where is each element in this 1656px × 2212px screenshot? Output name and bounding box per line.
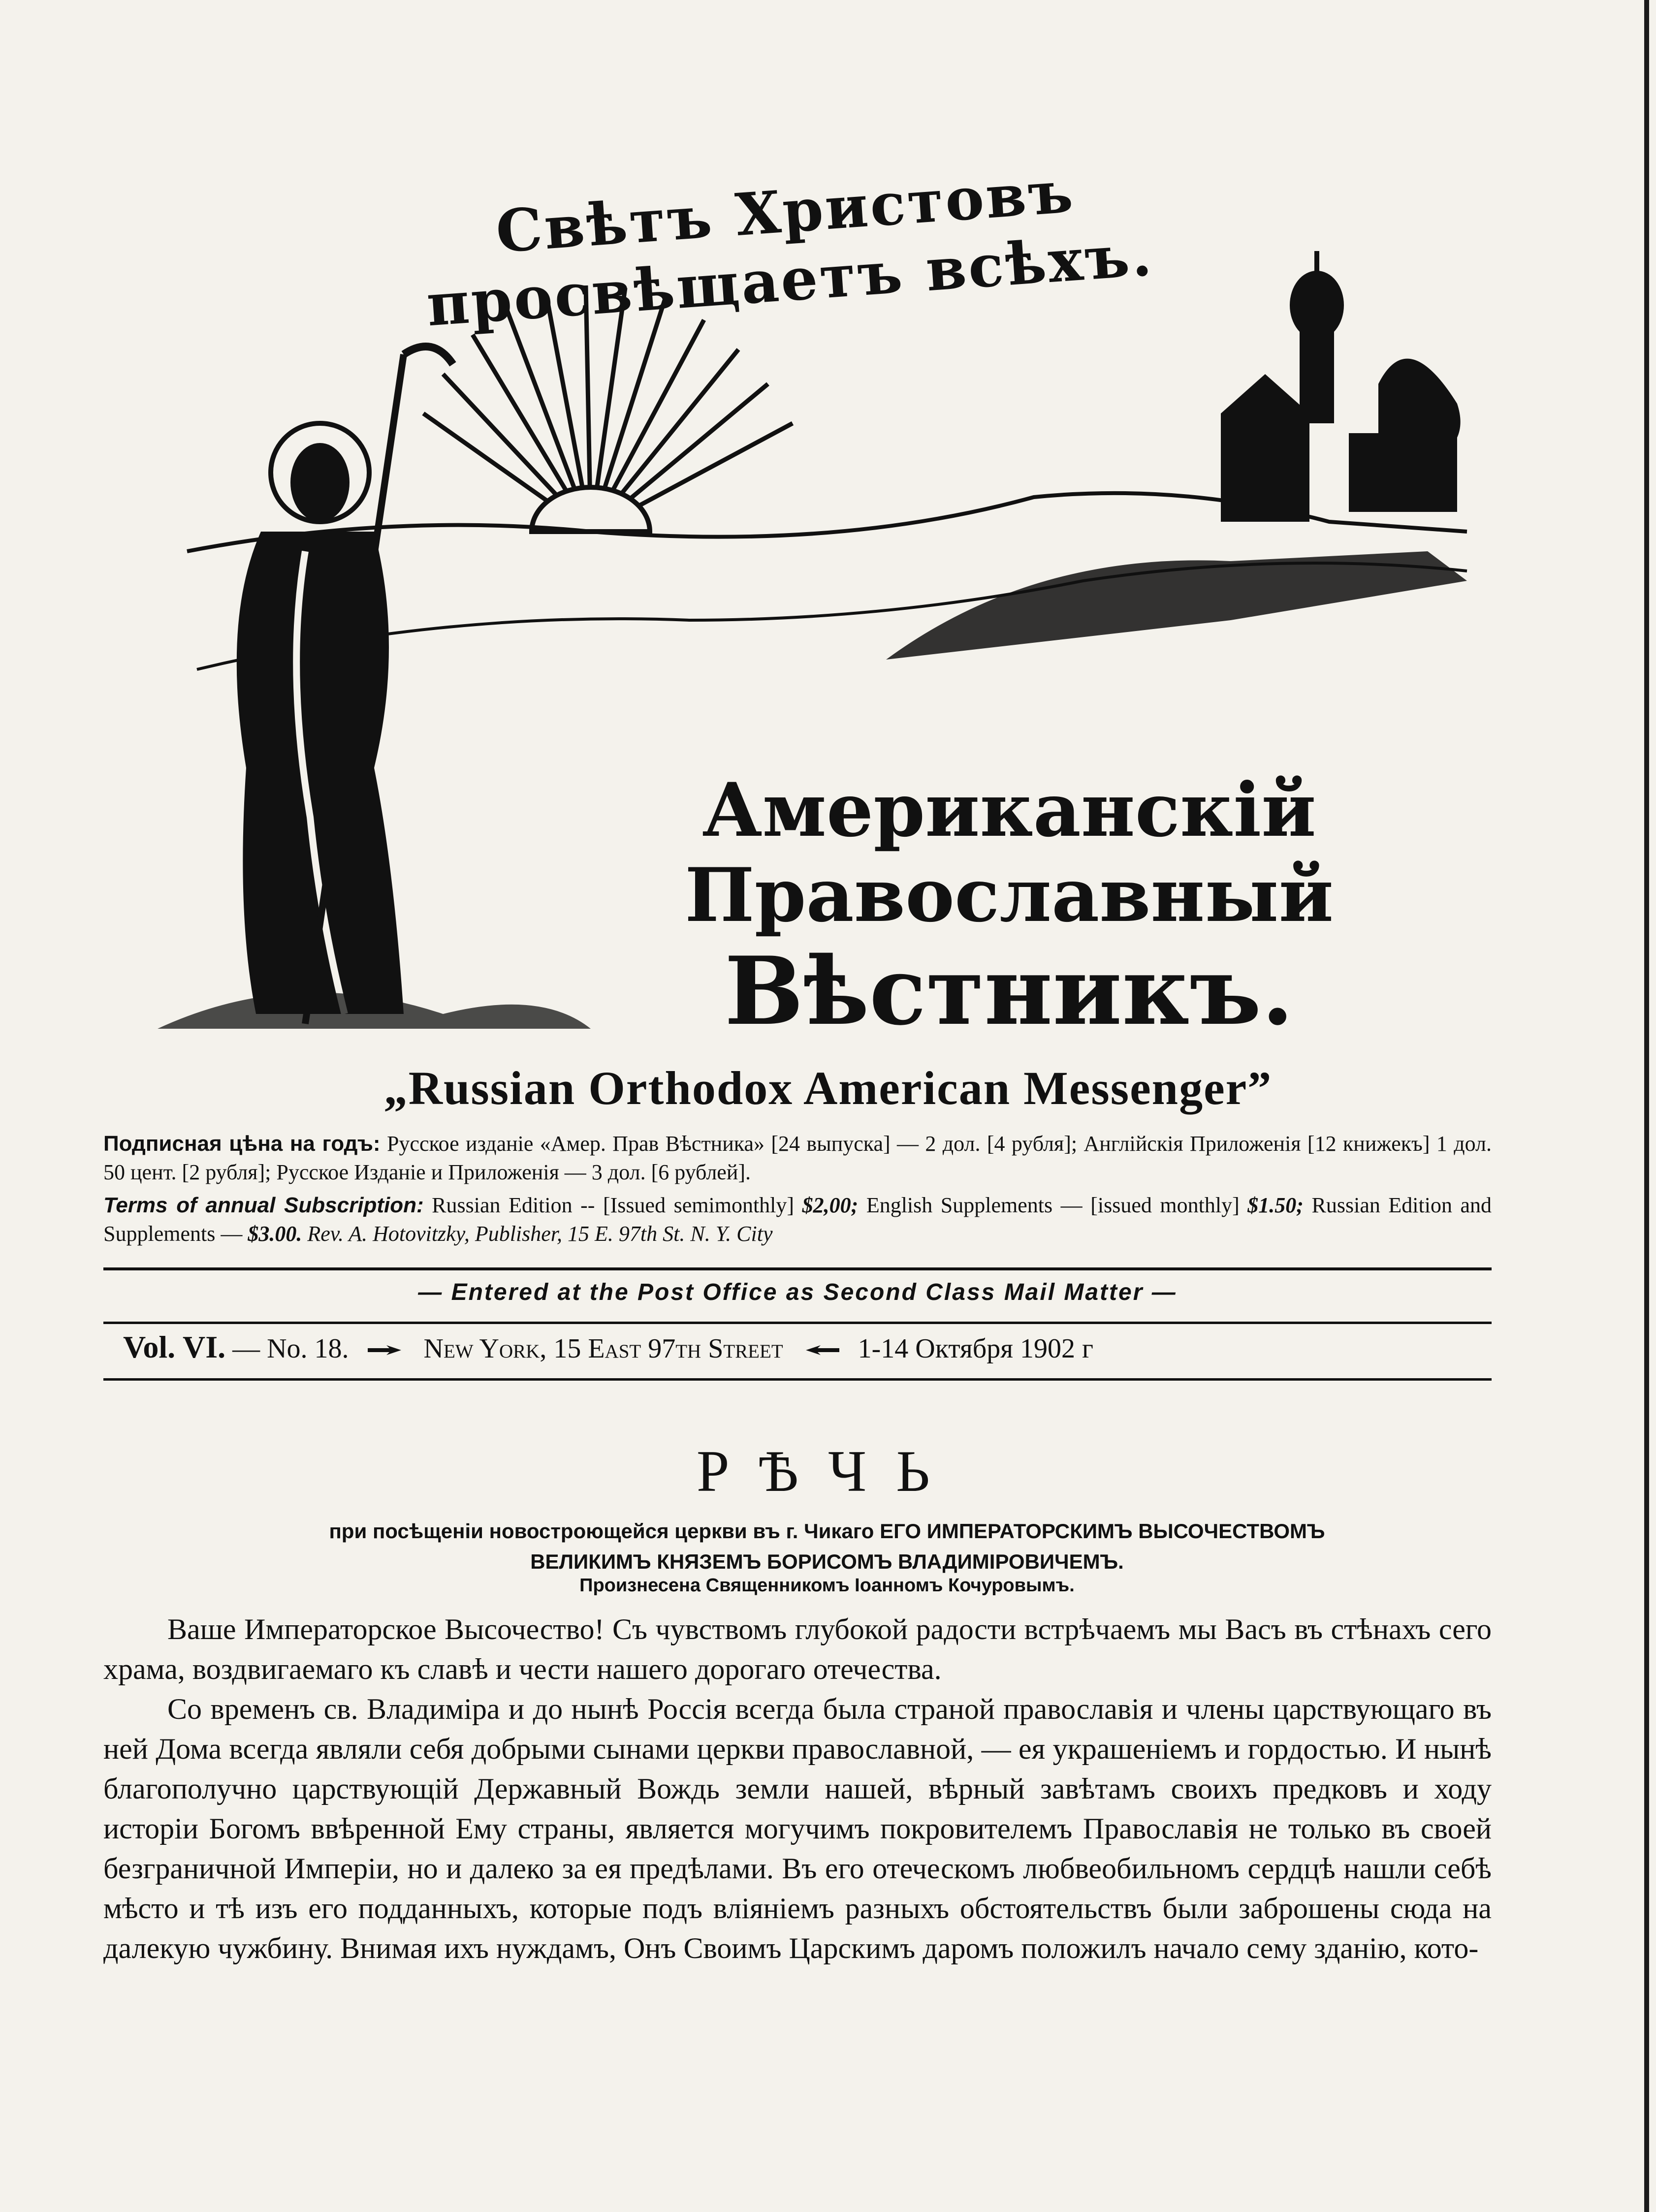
article-subtitle <box>138 1516 1516 1577</box>
subscription-ru <box>103 1130 1492 1187</box>
rule-mid <box>103 1322 1492 1324</box>
article-subtitle-line2: ВЕЛИКИМЪ КНЯЗЕМЪ БОРИСОМЪ ВЛАДИМІРОВИЧЕМЪ. <box>530 1550 1124 1573</box>
pointing-hand-right-icon <box>367 1344 406 1358</box>
article-subtitle-line1: при посѣщеніи новостроющейся церкви въ г. Чикаго ЕГО ИМПЕРАТОРСКИМЪ ВЫСОЧЕСТВОМЪ <box>329 1519 1325 1543</box>
article-body <box>103 1610 1492 1968</box>
subscription-en-publisher: Rev. A. Hotovitzky, Publisher, 15 E. 97th St. N. Y. City <box>307 1222 773 1246</box>
subscription-en-part3: Russian Edition and Supplements — <box>103 1193 1492 1246</box>
subscription-en-part2: English Supplements — [issued monthly] <box>866 1193 1240 1217</box>
article-title: РѢЧЬ <box>696 1438 960 1504</box>
subscription-en-price2: $1.50; <box>1247 1193 1304 1217</box>
subscription-en <box>103 1191 1492 1248</box>
issue-vol: Vol. VI. <box>123 1329 226 1364</box>
subscription-ru-text: Русское изданіе «Амер. Прав Вѣстника» [24 выпуска] — 2 дол. [4 рубля]; Англійскія Приложенія [12 книжекъ] 1 дол. 50 цент. [2 рубля]; Русское Изданіе и Приложенія — 3 дол. [6 рублей]. <box>103 1132 1492 1184</box>
entered-notice: — Entered at the Post Office as Second Class Mail Matter — <box>418 1279 1177 1305</box>
subscription-en-price1: $2,00; <box>802 1193 859 1217</box>
title-en: „Russian Orthodox American Messenger” <box>383 1062 1273 1114</box>
subscription-en-part1: Russian Edition -- [Issued semimonthly] <box>432 1193 795 1217</box>
article-paragraph-1: Ваше Императорское Высочество! Съ чувствомъ глубокой радости встрѣчаемъ мы Васъ въ стѣнахъ сего храма, воздвигаемаго къ славѣ и чести нашего дорогаго отечества. <box>103 1613 1492 1685</box>
subscription-ru-label: Подписная цѣна на годъ: <box>103 1132 381 1156</box>
issue-place: New York, 15 East 97th Street <box>423 1333 783 1364</box>
issue-date: 1-14 Октября 1902 г <box>858 1333 1093 1364</box>
pointing-hand-left-icon <box>801 1344 840 1358</box>
subscription-en-price3: $3.00. <box>248 1222 302 1246</box>
issue-line <box>123 1329 1492 1365</box>
article-byline: Произнесена Священникомъ Іоанномъ Кочуровымъ. <box>579 1575 1075 1596</box>
masthead-title-ru <box>541 768 1477 1045</box>
article-paragraph-2: Со временъ св. Владиміра и до нынѣ Россія всегда была страной православія и члены царствующаго въ ней Дома всегда являли себя добрыми сынами церкви православной, — ея украшеніемъ и гордостью. И нынѣ благополучно царствующій Державный Вождь земли нашей, вѣрный завѣтамъ своихъ предковъ и ходу исторіи Богомъ ввѣренной Ему страны, является могучимъ покровителемъ Православія не только въ своей безграничной Имперіи, но и далеко за ея предѣлами. Въ его отеческомъ любвеобильномъ сердцѣ нашли себѣ мѣсто и тѣ изъ его подданныхъ, которые подъ вліяніемъ разныхъ обстоятельствъ были заброшены сюда на далекую чужбину. Внимая ихъ нуждамъ, Онъ Своимъ Царскимъ даромъ положилъ начало сему зданію, кото- <box>103 1693 1492 1964</box>
rule-top <box>103 1267 1492 1270</box>
title-ru-line2: Вѣстникъ. <box>724 936 1294 1046</box>
issue-no: — No. 18. <box>232 1333 349 1364</box>
masthead-motto: Свѣтъ Христовъ просвѣщаетъ всѣхъ. <box>424 157 1156 340</box>
rule-bottom <box>103 1378 1492 1381</box>
subscription-en-label: Terms of annual Subscription: <box>103 1193 424 1217</box>
title-ru-line1: Американскій Православный <box>685 767 1334 939</box>
